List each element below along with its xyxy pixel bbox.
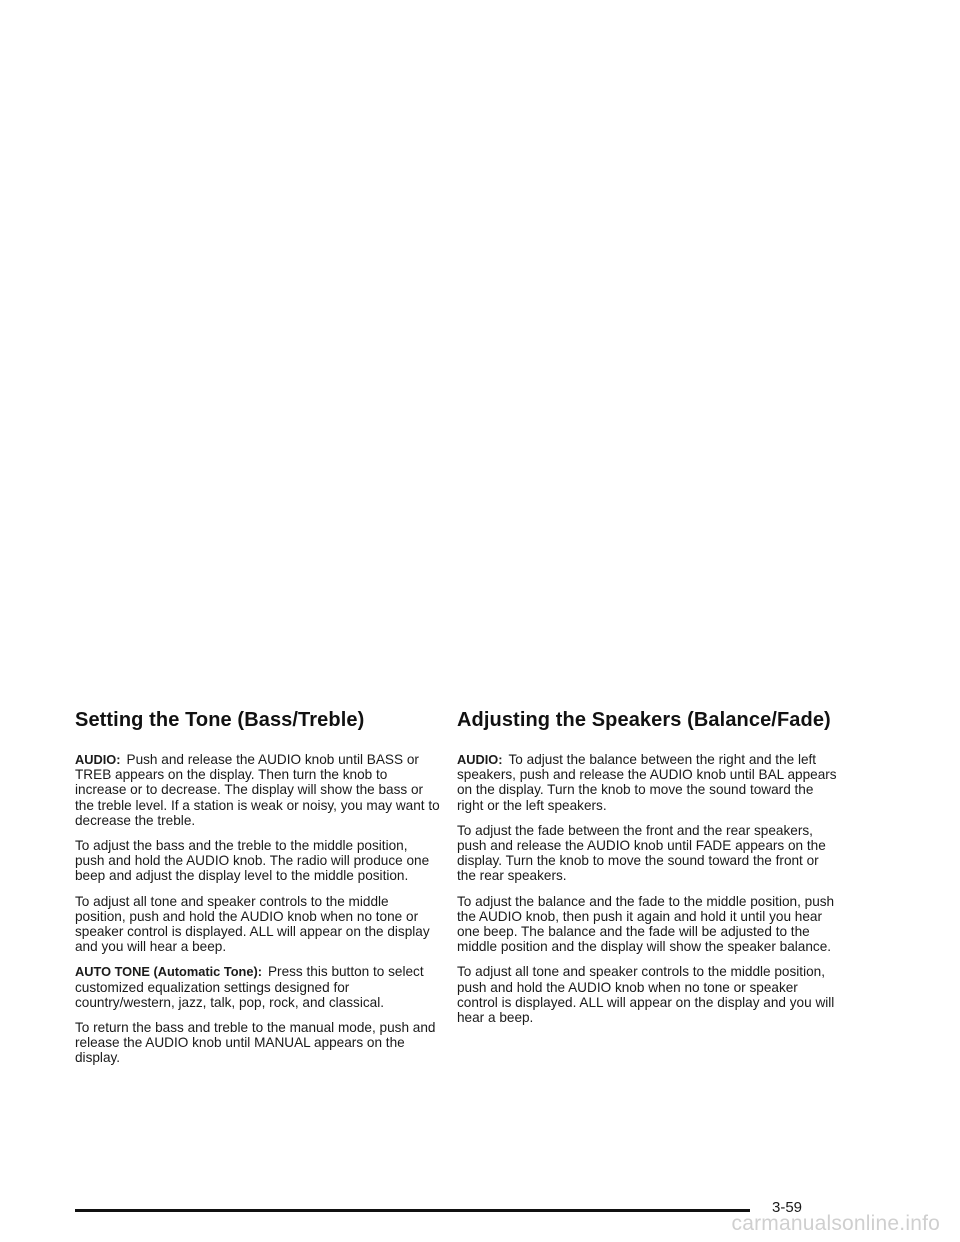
paragraph-text: To adjust all tone and speaker controls to the middle position, push and hold the AUDIO knob when no tone or speaker control is displayed. ALL will appear on the display and you will hear a beep.: [457, 964, 835, 1026]
paragraph-text: Press this button to select customized equalization settings designed for country/western, jazz, talk, pop, rock, and classical.: [75, 964, 424, 1010]
paragraph-text: Push and release the AUDIO knob until BASS or TREB appears on the display. Then turn the knob to increase or to decrease. The display will show the bass or the treble level. If a station is weak or noisy, you may want to decrease the treble.: [75, 752, 440, 828]
paragraph-text: To adjust the balance and the fade to the middle position, push the AUDIO knob, then push it again and hold it until you hear one beep. The balance and the fade will be adjusted to the middle position and the display will show the speaker balance.: [457, 893, 835, 955]
paragraph-text: To return the bass and treble to the manual mode, push and release the AUDIO knob until MANUAL appears on the display.: [75, 1020, 436, 1066]
paragraph-lead: AUDIO:: [457, 752, 503, 767]
paragraph-lead: AUDIO:: [75, 752, 121, 767]
paragraph: [75, 1020, 440, 1066]
paragraph-text: To adjust the fade between the front and the rear speakers, push and release the AUDIO knob until FADE appears on the display. Turn the knob to move the sound toward the front or the rear speakers.: [457, 822, 826, 884]
section-title-tone: Setting the Tone (Bass/Treble): [75, 709, 365, 731]
paragraph: [75, 838, 440, 884]
section-title-speakers: Adjusting the Speakers (Balance/Fade): [457, 709, 831, 731]
section-speakers: [457, 700, 837, 1035]
paragraph-lead: AUTO TONE (Automatic Tone):: [75, 964, 262, 980]
paragraph: [457, 823, 837, 884]
paragraph: [75, 894, 440, 955]
paragraph: [457, 752, 837, 813]
paragraph: [75, 752, 440, 828]
page-number: 3-59: [772, 1199, 803, 1216]
paragraph: [457, 964, 837, 1025]
paragraph: [75, 964, 440, 1010]
footer-rule: [75, 1209, 750, 1212]
section-tone: [75, 700, 440, 1076]
paragraph: [457, 894, 837, 955]
watermark: carmanualsonline.info: [731, 1212, 940, 1235]
paragraph-text: To adjust the bass and the treble to the middle position, push and hold the AUDIO knob. The radio will produce one beep and adjust the display level to the middle position.: [75, 838, 430, 884]
paragraph-text: To adjust the balance between the right and the left speakers, push and release the AUDIO knob until BAL appears on the display. Turn the knob to move the sound toward the right or the left speakers.: [457, 752, 837, 813]
paragraph-text: To adjust all tone and speaker controls to the middle position, push and hold the AUDIO knob when no tone or speaker control is displayed. ALL will appear on the display and you will hear a beep.: [75, 893, 430, 955]
